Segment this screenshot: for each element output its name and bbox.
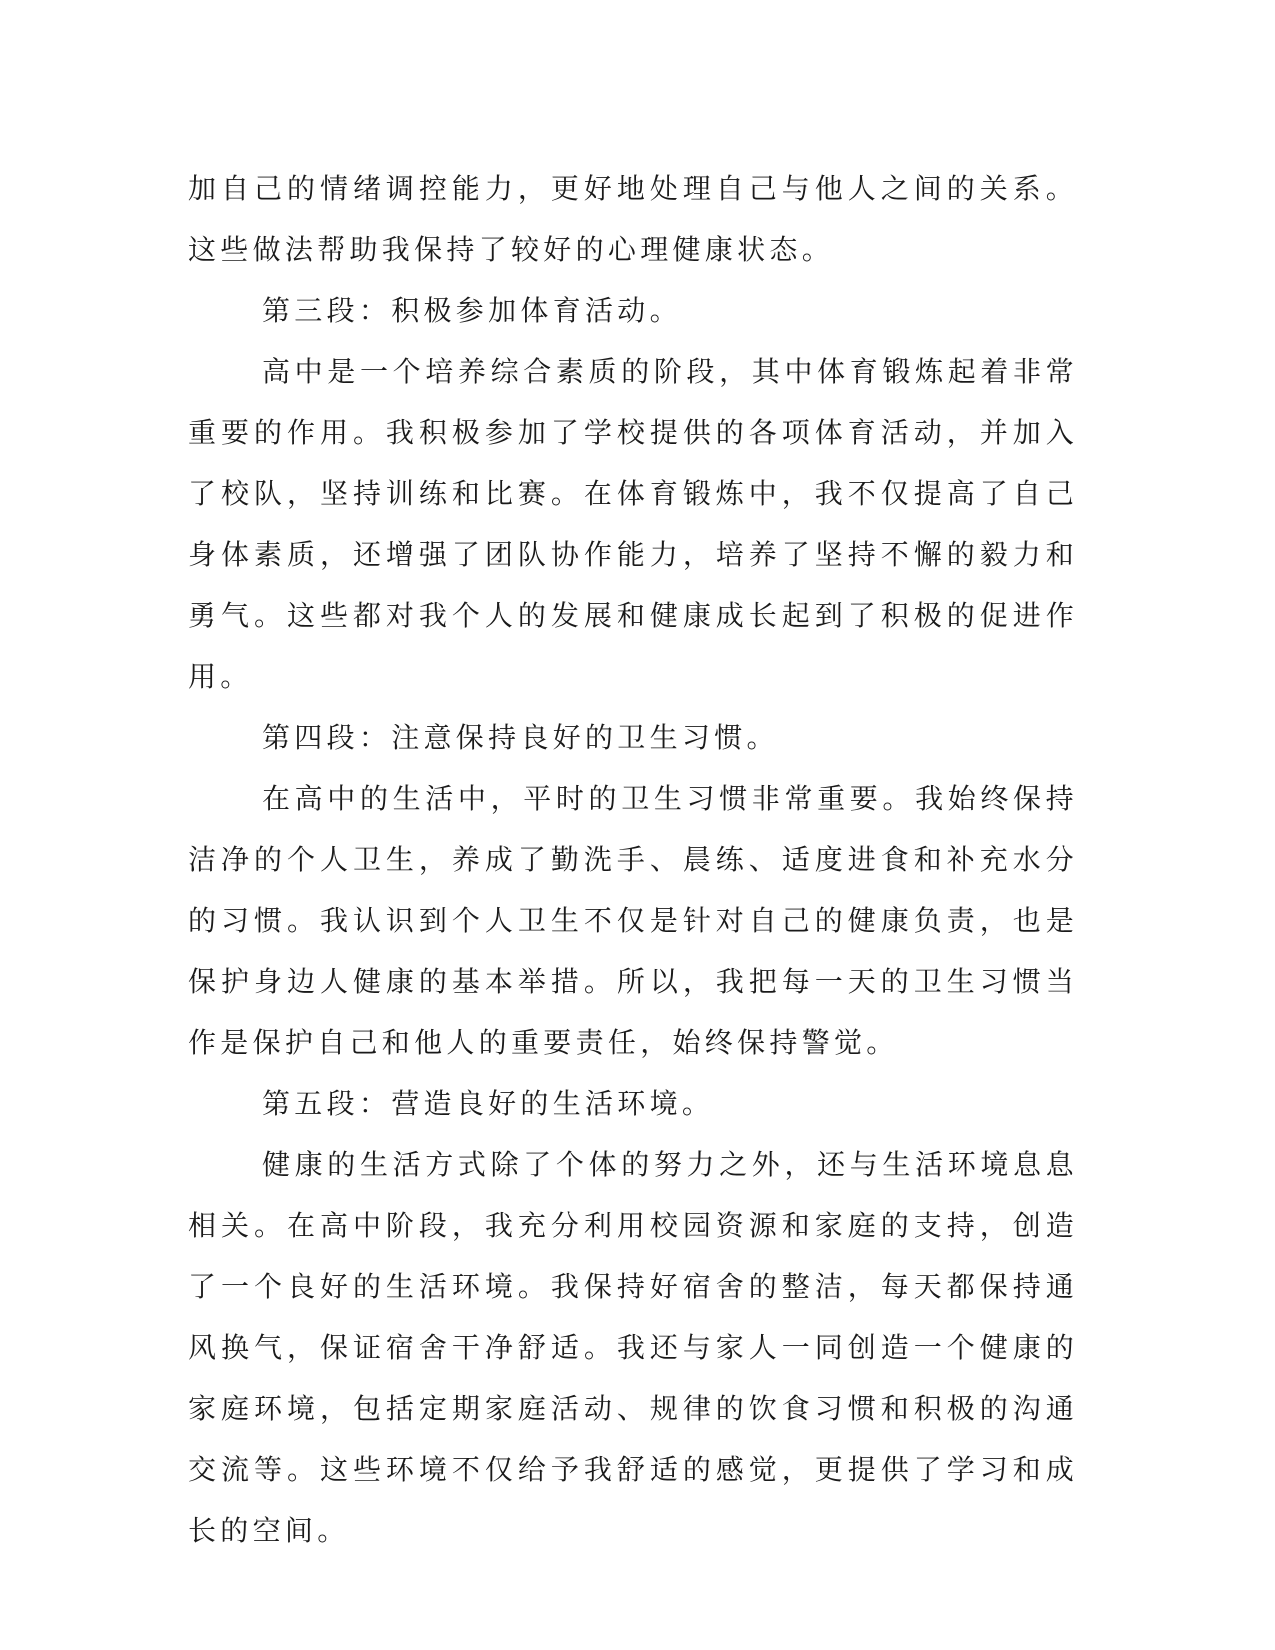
paragraph-sports: 高中是一个培养综合素质的阶段，其中体育锻炼起着非常重要的作用。我积极参加了学校提供的各项体育活动，并加入了校队，坚持训练和比赛。在体育锻炼中，我不仅提高了自己身体素质，还增强了团队协作能力，培养了坚持不懈的毅力和勇气。这些都对我个人的发展和健康成长起到了积极的促进作用。: [188, 355, 1078, 693]
paragraph-continued: 加自己的情绪调控能力，更好地处理自己与他人之间的关系。这些做法帮助我保持了较好的心理健康状态。: [188, 172, 1078, 266]
section-heading-4: 第四段：注意保持良好的卫生习惯。: [262, 721, 779, 754]
paragraph-hygiene: 在高中的生活中，平时的卫生习惯非常重要。我始终保持洁净的个人卫生，养成了勤洗手、晨练、适度进食和补充水分的习惯。我认识到个人卫生不仅是针对自己的健康负责，也是保护身边人健康的基本举措。所以，我把每一天的卫生习惯当作是保护自己和他人的重要责任，始终保持警觉。: [188, 782, 1078, 1059]
section-heading-3: 第三段：积极参加体育活动。: [262, 294, 682, 327]
paragraph-environment: 健康的生活方式除了个体的努力之外，还与生活环境息息相关。在高中阶段，我充分利用校园资源和家庭的支持，创造了一个良好的生活环境。我保持好宿舍的整洁，每天都保持通风换气，保证宿舍干净舒适。我还与家人一同创造一个健康的家庭环境，包括定期家庭活动、规律的饮食习惯和积极的沟通交流等。这些环境不仅给予我舒适的感觉，更提供了学习和成长的空间。: [188, 1148, 1078, 1547]
document-body: [188, 158, 1078, 1561]
section-heading-5: 第五段：营造良好的生活环境。: [262, 1087, 715, 1120]
